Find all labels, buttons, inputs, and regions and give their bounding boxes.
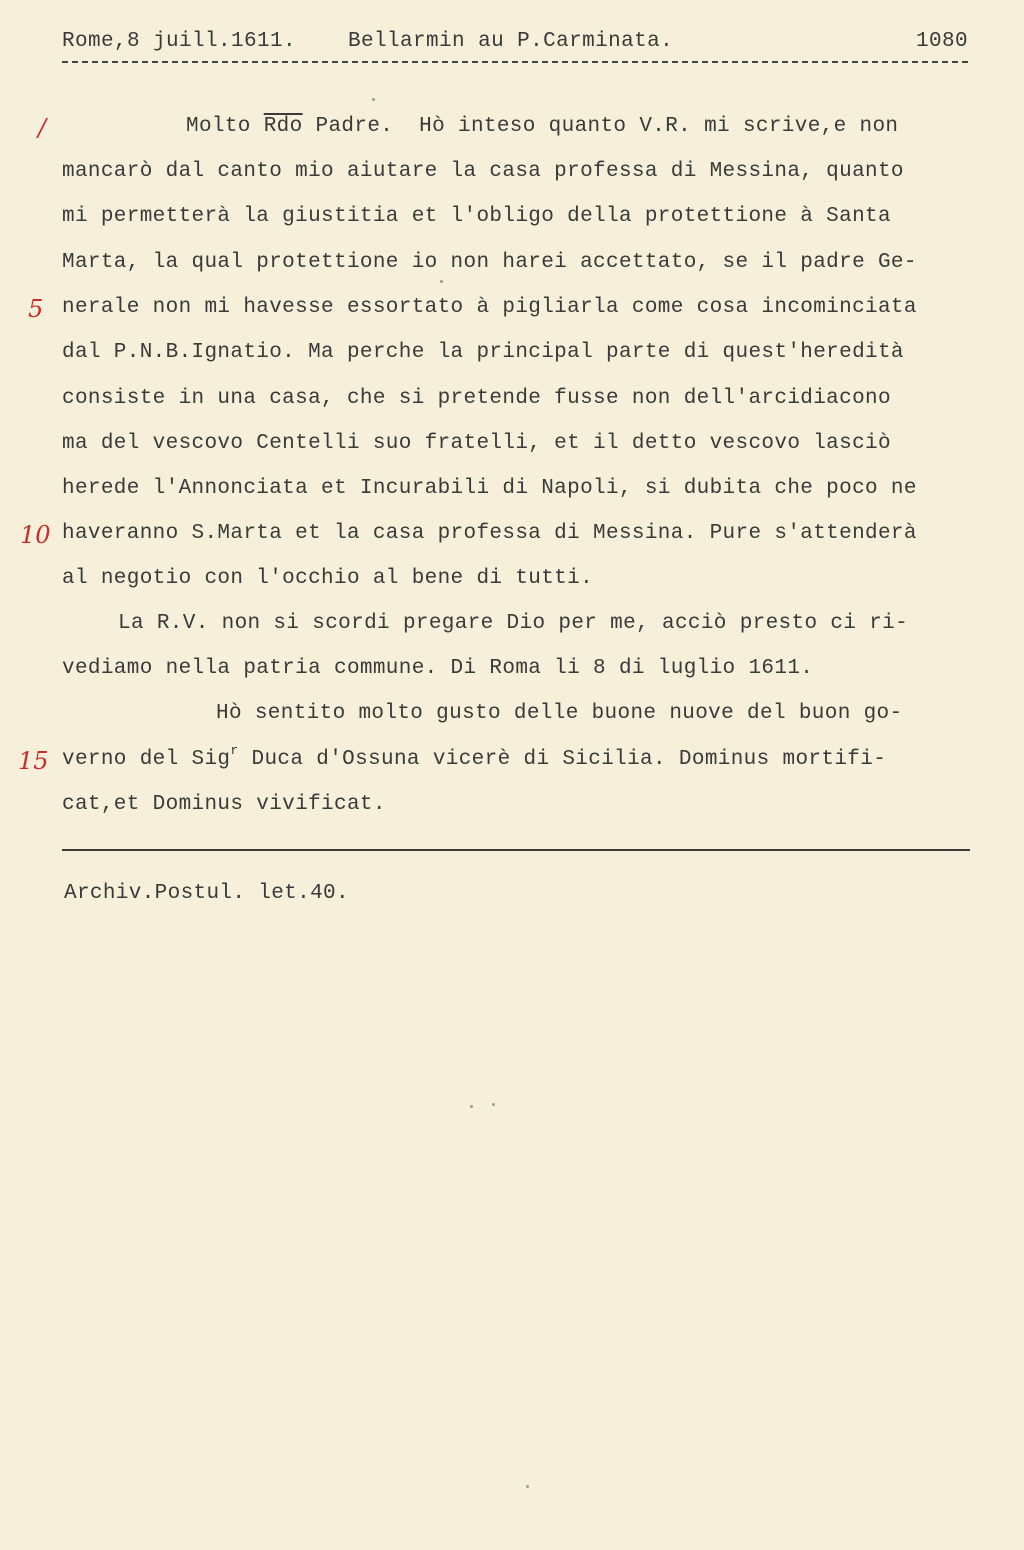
text-line-1-end: Padre. Hò inteso quanto V.R. mi scrive,e non <box>302 115 899 138</box>
text-line-13: vediamo nella patria commune. Di Roma li 8 di luglio 1611. <box>62 657 814 680</box>
superscript-r: r <box>230 743 239 758</box>
page-header <box>62 30 968 60</box>
paper-speck <box>470 1105 473 1108</box>
paper-speck <box>492 1103 495 1106</box>
text-line-9: herede l'Annonciata et Incurabili di Napoli, si dubita che poco ne <box>62 477 917 500</box>
text-line-5: nerale non mi havesse essortato à pigliarla come cosa incominciata <box>62 296 917 319</box>
text-line-1 <box>186 112 898 142</box>
paper-speck <box>372 98 375 101</box>
text-line-4: Marta, la qual protettione io non harei accettato, se il padre Ge- <box>62 251 917 274</box>
text-line-15-start: verno del Sig <box>62 748 231 771</box>
abbreviation-rdo: $\overline{Rdo}$ <box>263 115 303 138</box>
margin-number-15: 15 <box>18 747 49 775</box>
text-line-7: consiste in una casa, che si pretende fusse non dell'arcidiacono <box>62 387 891 410</box>
margin-number-5: 5 <box>28 295 44 323</box>
header-rule <box>62 61 968 63</box>
margin-number-1: / <box>38 114 47 142</box>
archive-reference: Archiv.Postul. let.40. <box>64 882 349 905</box>
text-line-14: Hò sentito molto gusto delle buone nuove del buon go- <box>216 702 903 725</box>
text-line-8: ma del vescovo Centelli suo fratelli, et il detto vescovo lasciò <box>62 432 891 455</box>
paper-speck <box>526 1485 529 1488</box>
text-line-2: mancarò dal canto mio aiutare la casa professa di Messina, quanto <box>62 160 904 183</box>
header-title: Rome,8 juill.1611. Bellarmin au P.Carminata. <box>62 30 674 53</box>
text-line-15 <box>62 745 886 775</box>
text-line-12: La R.V. non si scordi pregare Dio per me, acciò presto ci ri- <box>118 612 909 635</box>
text-line-11: al negotio con l'occhio al bene di tutti. <box>62 567 594 590</box>
paper-speck <box>440 280 443 283</box>
page-number: 1080 <box>915 30 968 53</box>
text-line-10: haveranno S.Marta et la casa professa di Messina. Pure s'attenderà <box>62 522 917 545</box>
footer-rule <box>62 849 970 851</box>
margin-number-10: 10 <box>20 521 51 549</box>
text-line-15-end: Duca d'Ossuna vicerè di Sicilia. Dominus mortifi- <box>238 748 887 771</box>
text-line-16: cat,et Dominus vivificat. <box>62 793 386 816</box>
text-line-1-start: Molto <box>186 115 264 138</box>
text-line-6: dal P.N.B.Ignatio. Ma perche la principal parte di quest'heredità <box>62 341 904 364</box>
text-line-3: mi permetterà la giustitia et l'obligo della protettione à Santa <box>62 205 891 228</box>
